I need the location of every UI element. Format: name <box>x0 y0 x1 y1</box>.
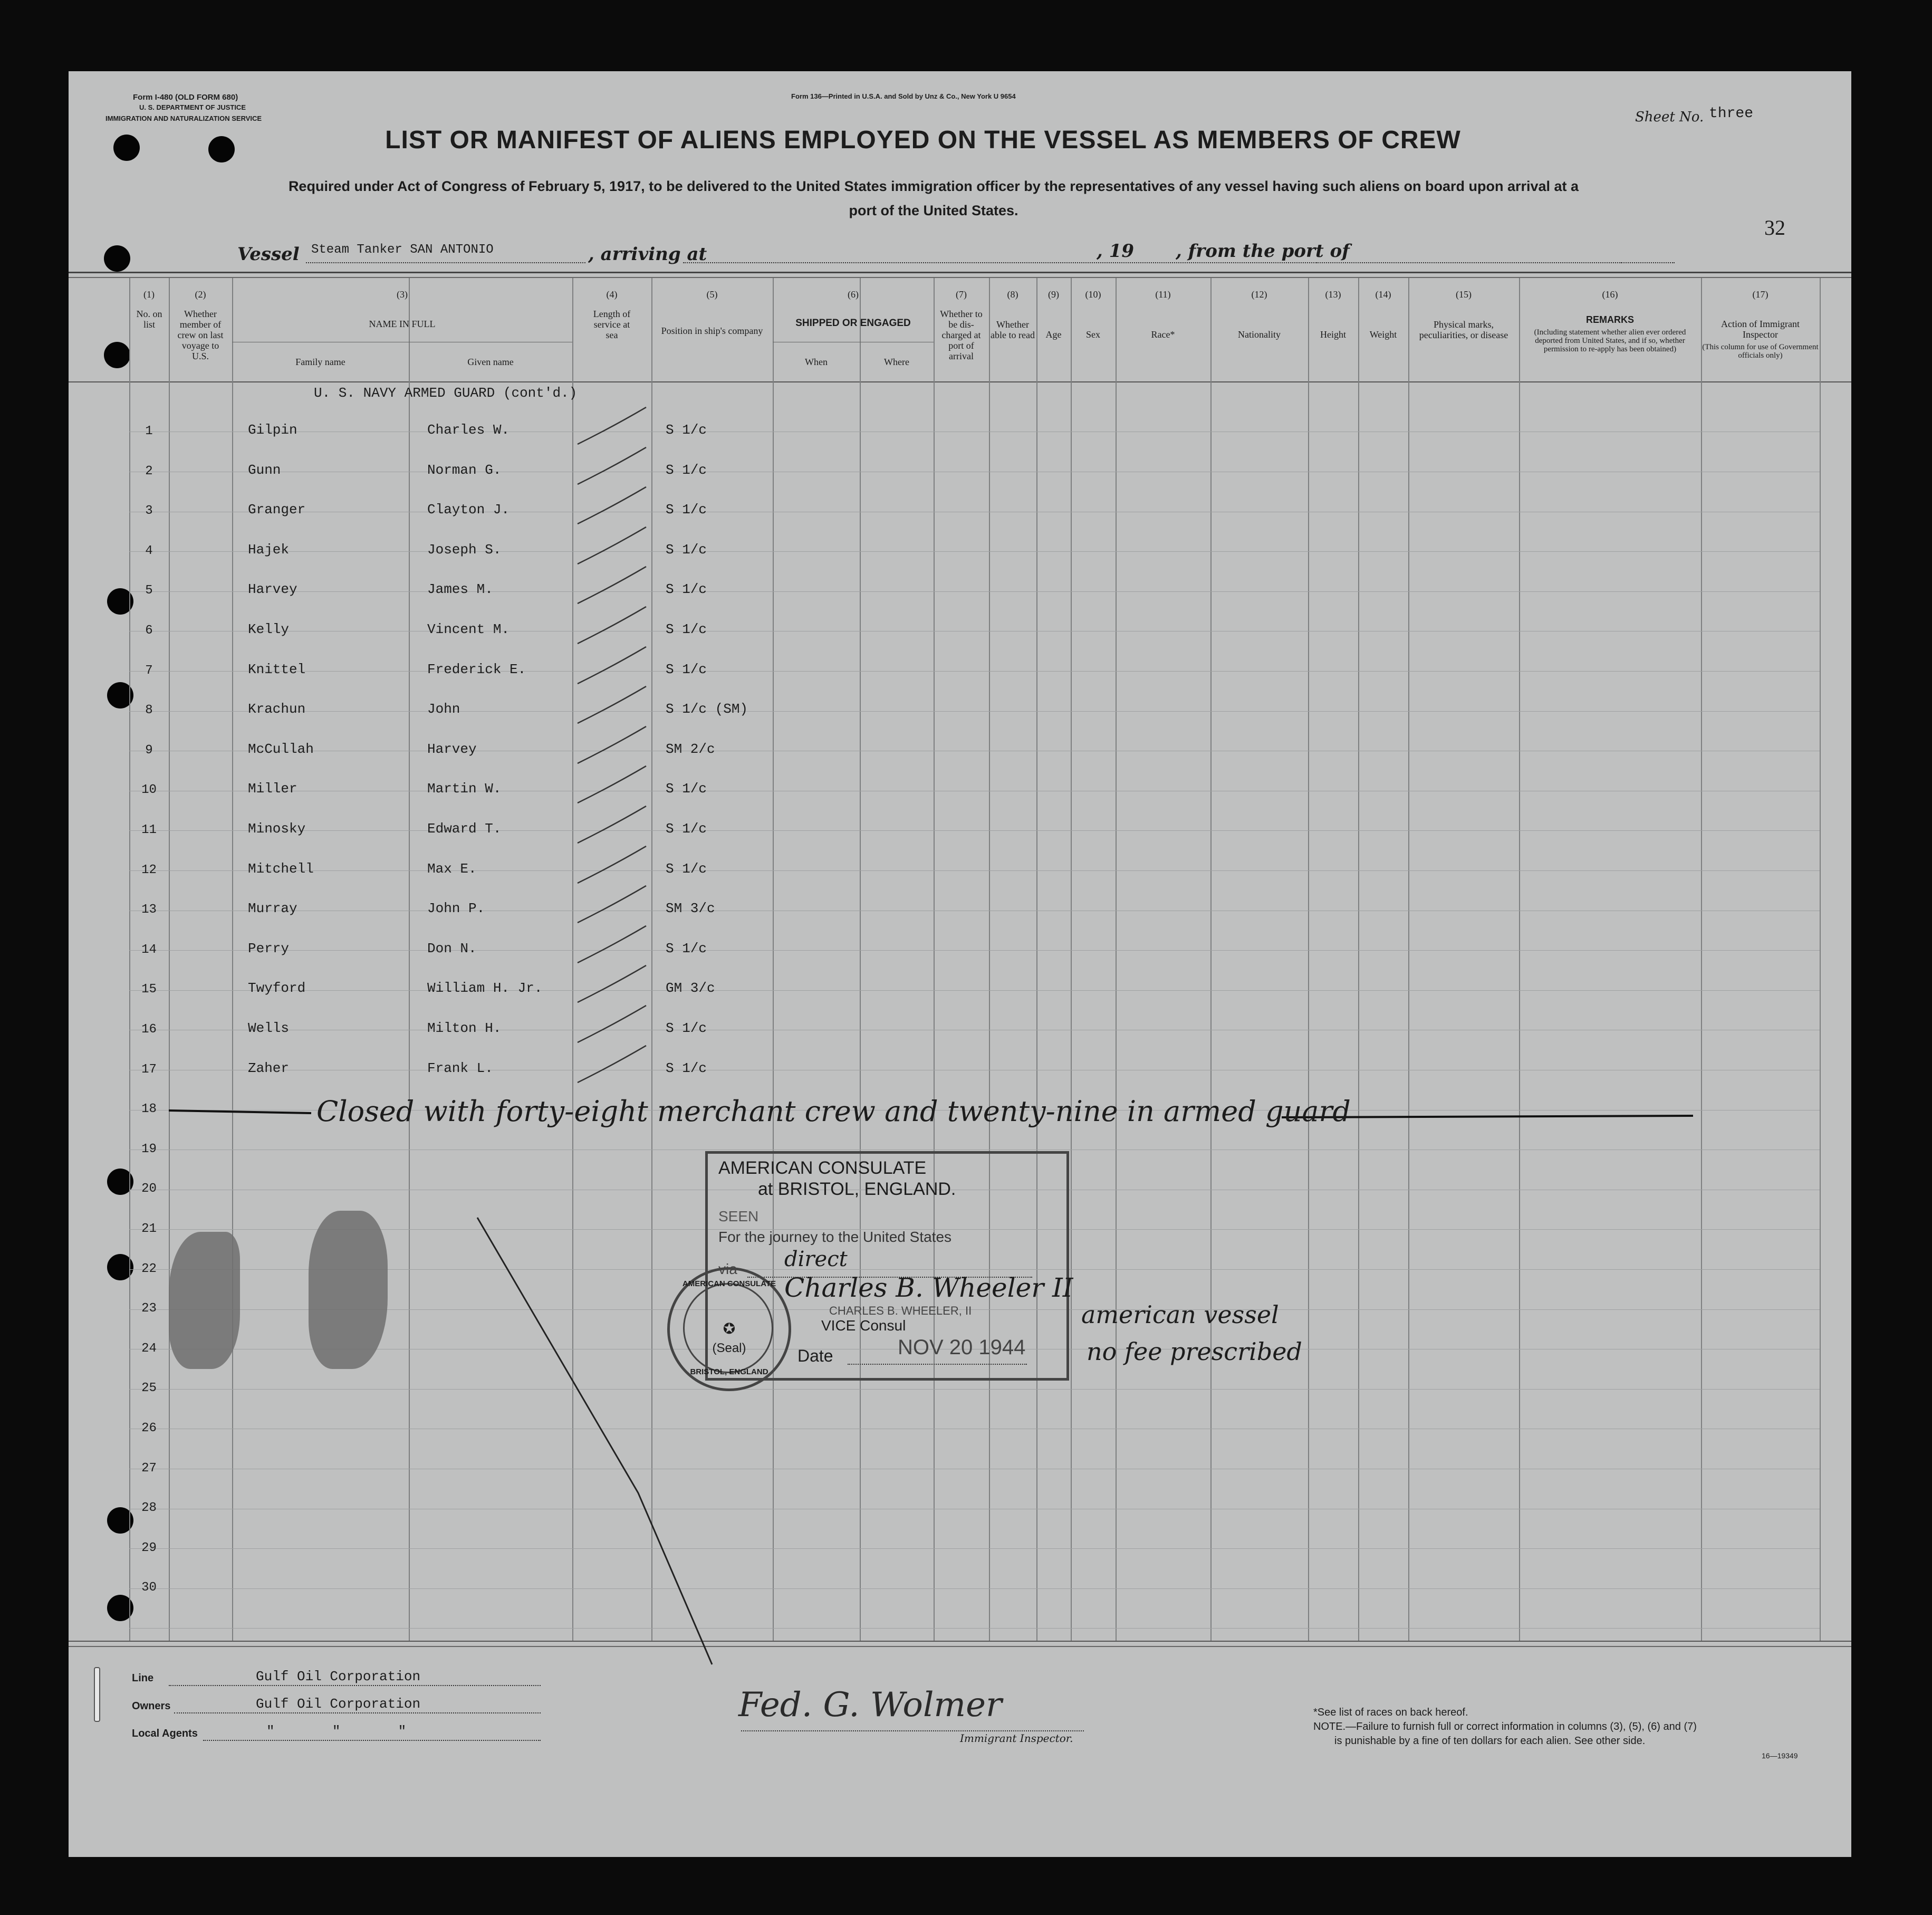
position: S 1/c <box>666 1060 707 1076</box>
row-number: 30 <box>141 1581 157 1595</box>
form-id: Form I-480 (OLD FORM 680) <box>133 93 238 102</box>
footer-line-label: Line <box>132 1672 154 1684</box>
service-tick <box>578 886 646 923</box>
col-5-label: Position in ship's company <box>661 325 763 336</box>
col-6-when: When <box>805 357 828 367</box>
position: S 1/c <box>666 941 707 956</box>
row-number: 8 <box>145 703 153 717</box>
family-name: Gilpin <box>248 422 297 438</box>
position: S 1/c <box>666 821 707 837</box>
row-number: 12 <box>141 863 157 877</box>
col-11-label: Race* <box>1151 329 1175 340</box>
footer-agents-value: " " " <box>266 1723 407 1739</box>
col-17-num: (17) <box>1752 289 1768 300</box>
row-number: 11 <box>141 823 157 837</box>
col-12-label: Nationality <box>1238 329 1281 340</box>
seal-center-text: (Seal) <box>712 1341 746 1355</box>
footer-owners-label: Owners <box>132 1700 171 1712</box>
consul-signature: Charles B. Wheeler II <box>784 1272 1073 1303</box>
service-tick <box>578 686 646 723</box>
sheet-label: Sheet No. <box>1635 109 1704 125</box>
service-tick <box>578 766 646 803</box>
sheet-number: three <box>1709 106 1754 122</box>
row-number: 20 <box>141 1182 157 1196</box>
position: SM 2/c <box>666 741 715 757</box>
stamp-seen: SEEN <box>718 1208 759 1224</box>
row-number: 13 <box>141 903 157 917</box>
position: S 1/c <box>666 462 707 478</box>
page-subtitle: Required under Act of Congress of February 5, 1917, to be delivered to the United States immigration officer by the representatives of any vessel having such aliens on board upon arrival at a <box>288 178 1579 194</box>
col-17-label: Action of Immigrant Inspector <box>1721 319 1800 340</box>
row-number: 9 <box>145 743 153 758</box>
col-13-label: Height <box>1320 329 1346 340</box>
position: S 1/c <box>666 542 707 558</box>
family-name: Minosky <box>248 821 306 837</box>
year-label: , 19 <box>1094 241 1136 262</box>
remark-line2: no fee prescribed <box>1087 1337 1302 1366</box>
col-16-label: REMARKS <box>1585 314 1634 325</box>
col-10-label: Sex <box>1086 329 1100 340</box>
service-tick <box>578 806 646 843</box>
given-name: Max E. <box>427 861 477 877</box>
family-name: Mitchell <box>248 861 314 877</box>
service-tick <box>578 527 646 564</box>
given-name: Charles W. <box>427 422 510 438</box>
col-8-num: (8) <box>1007 289 1018 300</box>
col-3-family: Family name <box>295 357 345 367</box>
row-number: 2 <box>145 464 153 478</box>
seal-bottom-text: BRISTOL, ENGLAND <box>690 1367 768 1376</box>
col-2-label: Whether member of crew on last voyage to U.S. <box>177 309 224 361</box>
printer-note: Form 136—Printed in U.S.A. and Sold by Unz & Co., New York U 9654 <box>791 92 1016 100</box>
row-number: 26 <box>141 1421 157 1435</box>
position: S 1/c <box>666 1020 707 1036</box>
row-number: 23 <box>141 1301 157 1316</box>
section-heading: U. S. NAVY ARMED GUARD (cont'd.) <box>314 385 578 401</box>
row-number: 10 <box>141 783 157 797</box>
family-name: Granger <box>248 502 306 518</box>
service-tick <box>578 726 646 763</box>
stamp-title: VICE Consul <box>821 1317 906 1334</box>
service-tick <box>578 447 646 484</box>
row-number: 19 <box>141 1142 157 1156</box>
col-10-num: (10) <box>1085 289 1101 300</box>
fine-note-2: is punishable by a fine of ten dollars for each alien. See other side. <box>1334 1735 1646 1747</box>
family-name: Hajek <box>248 542 290 558</box>
col-9-label: Age <box>1045 329 1062 340</box>
position: S 1/c <box>666 781 707 797</box>
col-12-num: (12) <box>1251 289 1267 300</box>
family-name: Miller <box>248 781 297 797</box>
service-tick <box>578 647 646 684</box>
family-name: Perry <box>248 941 290 956</box>
row-number: 27 <box>141 1461 157 1476</box>
family-name: Zaher <box>248 1060 290 1076</box>
position: S 1/c <box>666 861 707 877</box>
service-tick <box>578 567 646 604</box>
row-number: 21 <box>141 1222 157 1236</box>
row-number: 14 <box>141 943 157 957</box>
remark-line1: american vessel <box>1081 1300 1279 1329</box>
service-tick <box>578 846 646 883</box>
col-9-num: (9) <box>1048 289 1059 300</box>
given-name: James M. <box>427 581 493 597</box>
col-8-label: Whether able to read <box>991 319 1035 340</box>
col-6-where: Where <box>884 357 909 367</box>
col-15-label: Physical marks, peculiarities, or disease <box>1419 319 1508 340</box>
service-tick <box>578 1006 646 1042</box>
consulate-seal <box>667 1267 791 1391</box>
from-port-label: , from the port of <box>1174 241 1352 262</box>
service-tick <box>578 926 646 963</box>
row-number: 16 <box>141 1022 157 1037</box>
position: S 1/c <box>666 502 707 518</box>
footer-agents-dots <box>203 1740 541 1741</box>
given-name: Joseph S. <box>427 542 502 558</box>
arriving-label: , arriving at <box>588 244 707 265</box>
department-name: U. S. DEPARTMENT OF JUSTICE <box>139 103 246 111</box>
given-name: Clayton J. <box>427 502 510 518</box>
col-6-num: (6) <box>848 289 859 300</box>
given-name: Milton H. <box>427 1020 502 1036</box>
stamp-via-label: via <box>718 1261 737 1277</box>
given-name: Harvey <box>427 741 477 757</box>
row-number: 18 <box>141 1102 157 1116</box>
family-name: Harvey <box>248 581 297 597</box>
position: S 1/c <box>666 662 707 677</box>
position: S 1/c <box>666 621 707 637</box>
given-name: Frank L. <box>427 1060 493 1076</box>
row-number: 25 <box>141 1381 157 1395</box>
position: S 1/c <box>666 581 707 597</box>
row-number: 15 <box>141 982 157 997</box>
col-16-num: (16) <box>1602 289 1618 300</box>
given-name: John <box>427 701 460 717</box>
vessel-label: Vessel <box>237 244 300 265</box>
page-title: LIST OR MANIFEST OF ALIENS EMPLOYED ON THE VESSEL AS MEMBERS OF CREW <box>385 126 1461 154</box>
stamp-date-dots <box>848 1364 1027 1365</box>
service-name: IMMIGRATION AND NATURALIZATION SERVICE <box>105 114 262 122</box>
stamp-journey: For the journey to the United States <box>718 1229 952 1245</box>
position: S 1/c (SM) <box>666 701 748 717</box>
col-14-label: Weight <box>1369 329 1397 340</box>
given-name: Norman G. <box>427 462 502 478</box>
footer-line-dots <box>169 1685 541 1686</box>
col-16-note: (Including statement whether alien ever ordered deported from United States, and if so, whether permission to re-apply has been obtained) <box>1534 328 1686 353</box>
stamp-date-label: Date <box>797 1346 833 1365</box>
footer-line-value: Gulf Oil Corporation <box>256 1669 421 1684</box>
row-number: 6 <box>145 624 153 638</box>
col-2-num: (2) <box>195 289 206 300</box>
family-name: Twyford <box>248 980 306 996</box>
family-name: Wells <box>248 1020 290 1036</box>
service-tick <box>578 965 646 1002</box>
col-3-given: Given name <box>467 357 514 367</box>
row-number: 24 <box>141 1342 157 1356</box>
given-name: Martin W. <box>427 781 502 797</box>
ink-blot-left <box>169 1232 240 1369</box>
col-1-label: No. on list <box>136 309 162 330</box>
given-name: Vincent M. <box>427 621 510 637</box>
page-subtitle-2: port of the United States. <box>849 203 1018 218</box>
given-name: William H. Jr. <box>427 980 543 996</box>
col-4-num: (4) <box>606 289 618 300</box>
given-name: Edward T. <box>427 821 502 837</box>
inspector-label: Immigrant Inspector. <box>960 1732 1073 1745</box>
vessel-value: Steam Tanker SAN ANTONIO <box>311 243 494 257</box>
col-5-num: (5) <box>706 289 718 300</box>
col-14-num: (14) <box>1375 289 1391 300</box>
stamp-officer: CHARLES B. WHEELER, II <box>829 1304 972 1317</box>
col-3-num: (3) <box>397 289 408 300</box>
stamp-via-value: direct <box>784 1247 848 1271</box>
fine-note-1: NOTE.—Failure to furnish full or correct information in columns (3), (5), (6) and (7) <box>1313 1721 1697 1732</box>
col-11-num: (11) <box>1155 289 1171 300</box>
row-number: 28 <box>141 1501 157 1515</box>
col-7-label: Whether to be dis-charged at port of arrival <box>940 309 983 361</box>
inspector-dots <box>741 1730 1084 1731</box>
row-number: 17 <box>141 1062 157 1077</box>
col-13-num: (13) <box>1325 289 1341 300</box>
family-name: Knittel <box>248 662 306 677</box>
binder-clip <box>94 1667 100 1722</box>
family-name: Gunn <box>248 462 281 478</box>
position: SM 3/c <box>666 901 715 916</box>
service-tick <box>578 607 646 644</box>
col-7-num: (7) <box>956 289 967 300</box>
family-name: Krachun <box>248 701 306 717</box>
row-number: 29 <box>141 1541 157 1555</box>
family-name: Kelly <box>248 621 290 637</box>
col-1-num: (1) <box>143 289 155 300</box>
service-tick <box>578 1046 646 1083</box>
stamp-date-value: NOV 20 1944 <box>898 1336 1026 1359</box>
stamp-line2: at BRISTOL, ENGLAND. <box>758 1179 956 1199</box>
row-number: 22 <box>141 1262 157 1276</box>
position: GM 3/c <box>666 980 715 996</box>
family-name: McCullah <box>248 741 314 757</box>
form-code: 16—19349 <box>1762 1751 1798 1760</box>
row-number: 7 <box>145 664 153 678</box>
position: S 1/c <box>666 422 707 438</box>
seal-top-text: AMERICAN CONSULATE <box>682 1279 776 1288</box>
closing-note: Closed with forty-eight merchant crew and twenty-nine in armed guard <box>316 1095 1351 1128</box>
race-note: *See list of races on back hereof. <box>1313 1707 1468 1718</box>
col-17-note: (This column for use of Government officials only) <box>1702 343 1819 360</box>
col-15-num: (15) <box>1456 289 1472 300</box>
page-number: 32 <box>1764 216 1785 240</box>
inspector-signature: Fed. G. Wolmer <box>738 1686 1002 1725</box>
given-name: Don N. <box>427 941 477 956</box>
footer-owners-value: Gulf Oil Corporation <box>256 1696 421 1712</box>
family-name: Murray <box>248 901 297 916</box>
col-6-label: SHIPPED OR ENGAGED <box>795 318 911 329</box>
service-tick <box>578 487 646 524</box>
given-name: Frederick E. <box>427 662 526 677</box>
col-4-label: Length of service at sea <box>593 309 631 340</box>
given-name: John P. <box>427 901 485 916</box>
col-3-label: NAME IN FULL <box>369 319 436 329</box>
row-number: 3 <box>145 504 153 518</box>
footer-agents-label: Local Agents <box>132 1728 198 1739</box>
service-tick <box>578 407 646 444</box>
row-number: 1 <box>145 424 153 438</box>
ink-blot-right <box>309 1211 388 1369</box>
row-number: 4 <box>145 544 153 558</box>
stamp-line1: AMERICAN CONSULATE <box>718 1158 927 1178</box>
footer-owners-dots <box>174 1712 541 1713</box>
row-number: 5 <box>145 583 153 598</box>
seal-eagle-icon: ✪ <box>723 1321 736 1337</box>
